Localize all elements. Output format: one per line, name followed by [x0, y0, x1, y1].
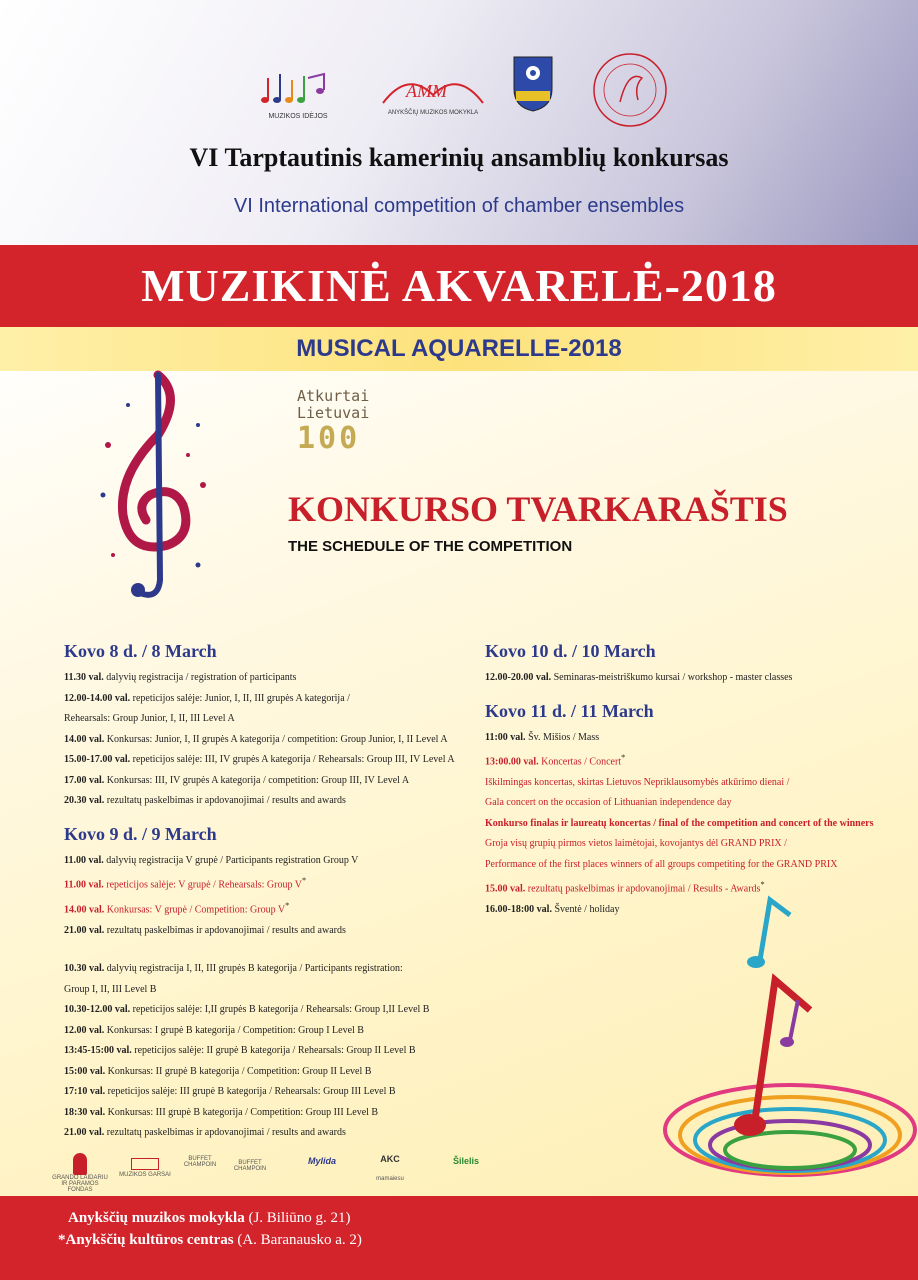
asterisk-mark: *	[621, 753, 626, 762]
schedule-text: dalyvių registracija V grupė / Participants registration Group V	[103, 854, 359, 866]
day-heading-8-march: Kovo 8 d. / 8 March	[64, 641, 217, 661]
schedule-time: 11.30 val.	[64, 672, 104, 683]
venue-2-name: Anykščių kultūros centras	[65, 1232, 234, 1248]
schedule-text: Šventė / holiday	[551, 904, 620, 916]
sponsor-grando-label: GRANDO LAIDARIU IR PARAMOS FONDAS	[52, 1175, 108, 1193]
day-heading-9-march: Kovo 9 d. / 9 March	[64, 823, 217, 844]
schedule-text: rezultatų paskelbimas ir apdovanojimai / results and awards	[104, 795, 346, 806]
schedule-item	[64, 689, 484, 710]
schedule-item	[485, 834, 905, 855]
competition-title-en: VI International competition of chamber ensembles	[233, 195, 685, 217]
schedule-time: 12.00-20.00 val.	[485, 672, 552, 683]
schedule-item	[64, 871, 484, 896]
muzikos-idejos-label: MUZIKOS IDĖJOS	[268, 113, 328, 120]
schedule-text: dalyvių registracija I, II, III grupės B kategorija / Participants registration:	[104, 963, 403, 975]
schedule-item	[64, 980, 484, 1001]
asterisk-mark: *	[285, 900, 290, 910]
schedule-time: 17:10 val.	[64, 1086, 106, 1098]
schedule-item	[64, 730, 484, 751]
schedule-text: Konkursas: I grupė B kategorija / Competition: Group I Level B	[104, 1024, 364, 1036]
sponsor-grando-icon	[73, 1153, 87, 1175]
schedule-text: Koncertas / Concert	[538, 756, 622, 768]
schedule-time: 21.00 val.	[64, 1127, 105, 1139]
sponsor-mylida: Mylida	[307, 1156, 336, 1166]
schedule-left-column	[64, 641, 484, 1144]
anyksciu-mm-label: ANYKŠČIŲ MUZIKOS MOKYKLA	[387, 110, 479, 116]
schedule-time: 18:30 val.	[64, 1106, 106, 1118]
venue-2	[58, 1232, 362, 1249]
schedule-text: Performance of the first places winners of all groups competiting for the GRAND PRIX	[485, 858, 838, 870]
schedule-time: 11.00 val.	[64, 879, 104, 891]
schedule-time: 17.00 val.	[64, 774, 105, 786]
schedule-text: Konkursas: III grupė B kategorija / Competition: Group III Level B	[105, 1106, 379, 1118]
schedule-item	[64, 921, 484, 942]
schedule-text: Konkursas: V grupė / Competition: Group V	[104, 904, 286, 916]
music-school-seal-icon	[590, 50, 670, 130]
schedule-time: 10.30 val.	[64, 963, 105, 975]
schedule-text: rezultatų paskelbimas ir apdovanojimai / results and awards	[104, 924, 346, 936]
sponsor-muzikos-garsai	[115, 1158, 175, 1178]
schedule-text: dalyvių registracija / registration of participants	[103, 672, 297, 683]
schedule-text: Rehearsals: Group Junior, I, II, III Level A	[64, 713, 235, 724]
schedule-text: repeticijos salėje: II grupė B kategorija / Rehearsals: Group II Level B	[131, 1045, 416, 1057]
sponsor-buffet-2: BUFFET CHAMPOIN	[233, 1160, 267, 1172]
schedule-time: 11.00 val.	[64, 854, 104, 866]
schedule-text: Group I, II, III Level B	[64, 983, 157, 995]
venue-1-name: Anykščių muzikos mokykla	[68, 1210, 245, 1226]
muzikos-idejos-logo	[258, 70, 338, 118]
schedule-item	[485, 668, 905, 689]
schedule-time: 11:00 val.	[485, 731, 526, 743]
schedule-text: Gala concert on the occasion of Lithuanian independence day	[485, 797, 732, 809]
atkurtai-number: 100	[297, 421, 361, 456]
day-9-level-b-items	[64, 959, 484, 1144]
schedule-time: 14.00 val.	[64, 733, 105, 745]
anyksciu-muzikos-mokykla-logo	[378, 75, 488, 115]
venue-1	[68, 1210, 351, 1227]
schedule-item	[64, 896, 484, 921]
schedule-time: 13:45-15:00 val.	[64, 1045, 132, 1057]
schedule-time: 15.00-17.00 val.	[64, 754, 131, 765]
sponsor-muzikos-garsai-label: MUZIKOS GARSAI	[119, 1172, 171, 1178]
svg-text:AMM: AMM	[406, 81, 447, 101]
sponsor-silelis: Šilelis	[452, 1156, 479, 1166]
schedule-text: rezultatų paskelbimas ir apdovanojimai / results and awards	[104, 1127, 346, 1139]
schedule-item	[485, 855, 905, 876]
schedule-title: KONKURSO TVARKARAŠTIS	[288, 489, 788, 529]
schedule-time: 20.30 val.	[64, 795, 105, 806]
schedule-text: repeticijos salėje: III, IV grupės A kategorija / Rehearsals: Group III, IV Level A	[130, 754, 455, 765]
footer-band	[0, 1196, 918, 1280]
logo-bar	[0, 55, 918, 135]
schedule-item	[485, 748, 905, 773]
schedule-time: 15.00 val.	[485, 883, 526, 895]
schedule-text: Konkursas: Junior, I, II grupės A kategorija / competition: Group Junior, I, II Level A	[104, 733, 448, 745]
schedule-item	[64, 709, 484, 730]
schedule-text: Iškilmingas koncertas, skirtas Lietuvos Nepriklausomybės atkūrimo dienai /	[485, 776, 790, 788]
sponsor-mamaiesu: mamaiesu	[376, 1176, 404, 1182]
main-title-band	[0, 245, 918, 327]
day-9-items	[64, 851, 484, 942]
asterisk-mark: *	[302, 876, 307, 885]
schedule-text: Seminaras-meistriškumo kursai / workshop - master classes	[551, 672, 793, 683]
schedule-time: 21.00 val.	[64, 924, 105, 936]
day-10-items	[485, 668, 905, 689]
schedule-text: Šv. Mišios / Mass	[525, 731, 600, 743]
sponsor-akc: AKC	[380, 1154, 400, 1164]
schedule-item	[64, 1123, 484, 1144]
schedule-text: repeticijos salėje: V grupė / Rehearsals: Group V	[103, 879, 303, 891]
schedule-text: Konkursas: II grupė B kategorija / Competition: Group II Level B	[105, 1065, 372, 1077]
sponsors-bar	[0, 1148, 918, 1198]
competition-title-lt: VI Tarptautinis kamerinių ansamblių konkursas	[189, 143, 729, 172]
day-8-items	[64, 668, 484, 812]
schedule-time: 16.00-18:00 val.	[485, 904, 552, 916]
schedule-time: 12.00 val.	[64, 1024, 105, 1036]
schedule-item	[64, 791, 484, 812]
schedule-item	[64, 750, 484, 771]
schedule-time: 10.30-12.00 val.	[64, 1004, 131, 1016]
schedule-item	[64, 771, 484, 792]
schedule-item	[64, 668, 484, 689]
schedule-item	[64, 1021, 484, 1042]
atkurtai-lietuvai-logo	[297, 388, 369, 456]
schedule-right-column	[485, 641, 905, 921]
schedule-item	[64, 1000, 484, 1021]
schedule-text: Konkurso finalas ir laureatų koncertas / final of the competition and concert of the winners	[485, 817, 874, 829]
atkurtai-line1: Atkurtai	[297, 387, 370, 405]
schedule-subtitle: THE SCHEDULE OF THE COMPETITION	[288, 538, 573, 555]
schedule-item	[64, 959, 484, 980]
schedule-time: 14.00 val.	[64, 904, 105, 916]
day-heading-10-march: Kovo 10 d. / 10 March	[485, 641, 656, 661]
schedule-text: repeticijos salėje: Junior, I, II, III grupės A kategorija /	[130, 692, 350, 704]
schedule-item	[64, 1103, 484, 1124]
schedule-item	[64, 1082, 484, 1103]
main-title: MUZIKINĖ AKVARELĖ-2018	[141, 260, 777, 311]
sponsor-buffet-1: BUFFET CHAMPOIN	[183, 1156, 217, 1168]
sponsor-muzikos-garsai-icon	[131, 1158, 159, 1170]
atkurtai-line2: Lietuvai	[297, 404, 370, 422]
coat-of-arms-icon	[512, 55, 554, 115]
schedule-item	[485, 814, 905, 835]
sponsor-grando	[50, 1153, 110, 1193]
schedule-item	[64, 1041, 484, 1062]
schedule-time: 13:00.00 val.	[485, 756, 539, 768]
venue-2-address: (A. Baranausko a. 2)	[233, 1232, 362, 1248]
schedule-time: 15:00 val.	[64, 1065, 106, 1077]
venue-1-address: (J. Biliūno g. 21)	[244, 1210, 351, 1226]
schedule-item	[485, 728, 905, 749]
schedule-item	[485, 773, 905, 794]
schedule-text: rezultatų paskelbimas ir apdovanojimai / Results - Awards	[525, 883, 761, 895]
schedule-item	[485, 793, 905, 814]
schedule-text: Groja visų grupių pirmos vietos laimėtojai, kovojantys dėl GRAND PRIX /	[485, 838, 787, 850]
schedule-text: repeticijos salėje: I,II grupės B kategorija / Rehearsals: Group I,II Level B	[130, 1004, 430, 1016]
main-subtitle: MUSICAL AQUARELLE-2018	[296, 335, 622, 362]
schedule-item	[64, 851, 484, 872]
treble-clef-icon	[88, 365, 218, 610]
schedule-text: Konkursas: III, IV grupės A kategorija / competition: Group III, IV Level A	[104, 774, 410, 786]
schedule-time: 12.00-14.00 val.	[64, 692, 131, 704]
asterisk-mark: *	[760, 880, 765, 890]
schedule-text: repeticijos salėje: III grupė B kategorija / Rehearsals: Group III Level B	[105, 1086, 396, 1098]
day-heading-11-march: Kovo 11 d. / 11 March	[485, 700, 654, 721]
venue-2-star: *	[58, 1232, 66, 1248]
schedule-item	[64, 1062, 484, 1083]
